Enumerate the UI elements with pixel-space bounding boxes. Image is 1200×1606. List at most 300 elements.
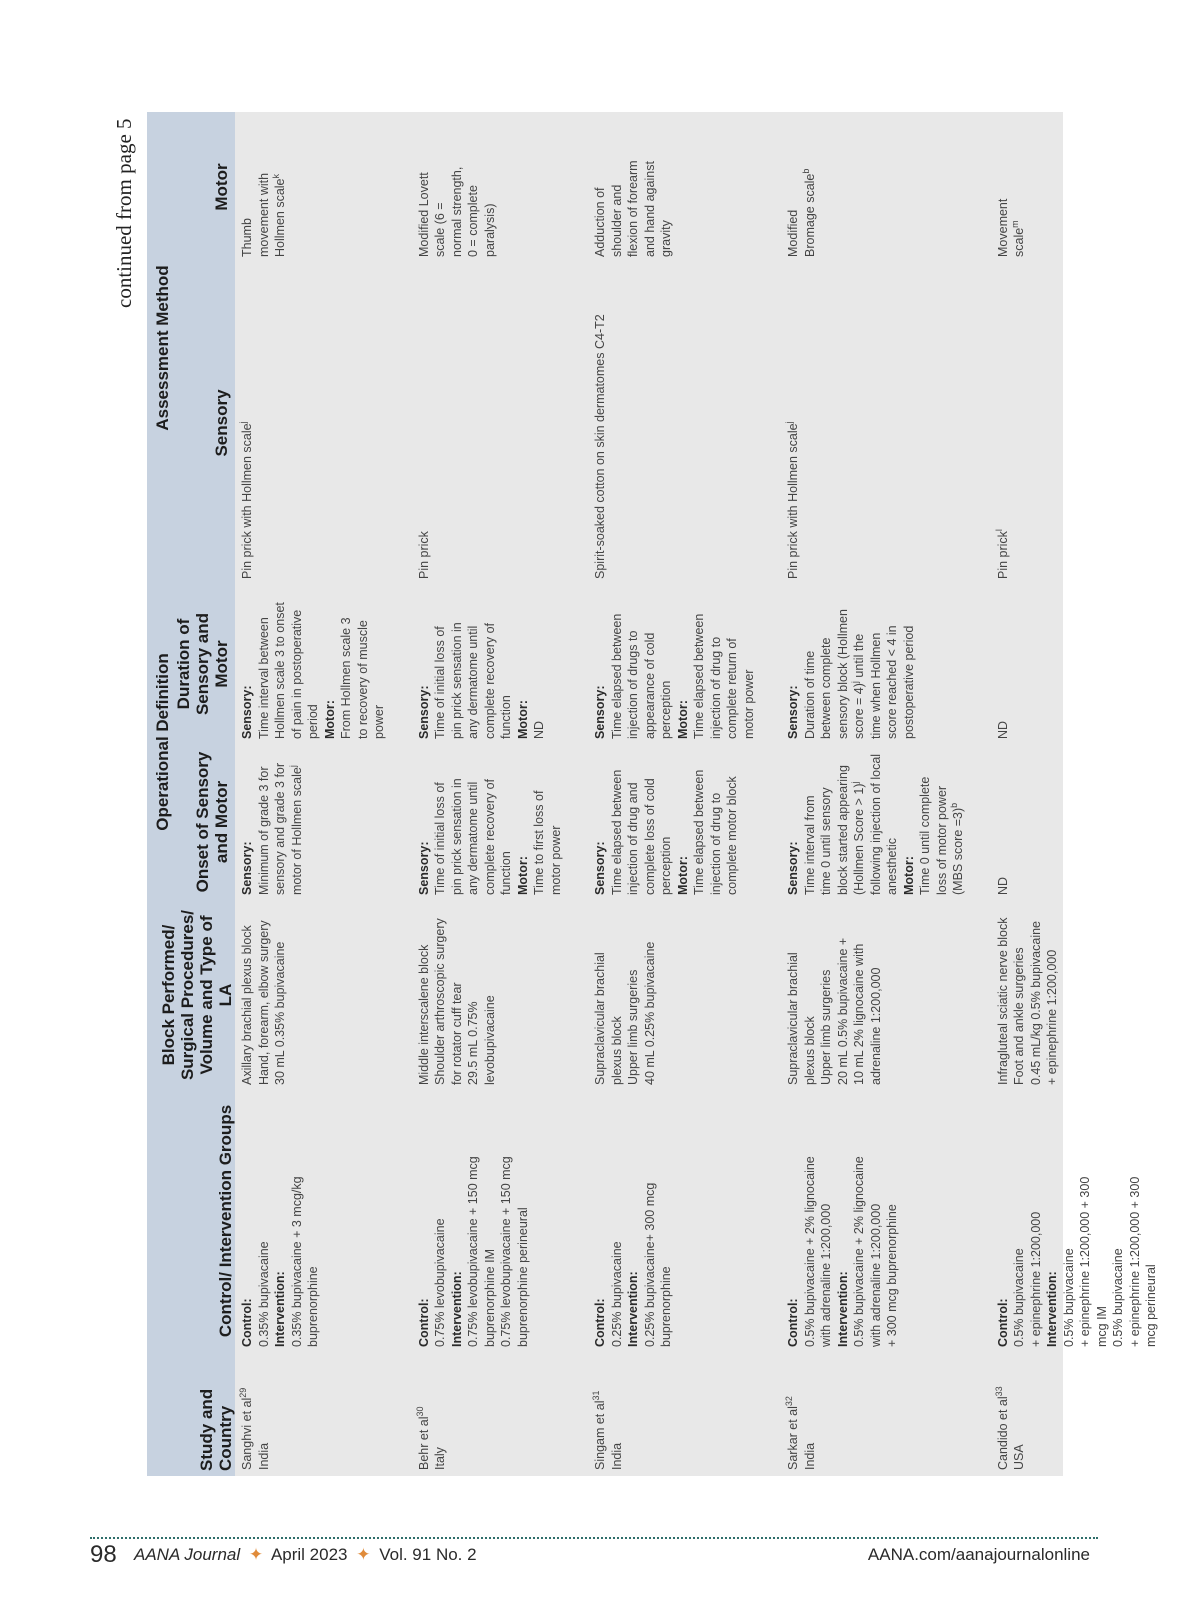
cell-text: of pain in postoperative [289, 609, 304, 739]
cell-line [305, 1095, 322, 1347]
cell-line: Hand, forearm, elbow surgery [256, 920, 271, 1085]
cell-text: with adrenaline 1:200,000 [819, 1203, 833, 1347]
cell-line [592, 117, 609, 257]
cell-line [609, 749, 626, 895]
cell-text: gravity [659, 220, 673, 257]
cell-label: Sensory: [786, 685, 800, 739]
cell-text: + epinephrine 1:200,000 [1028, 1211, 1043, 1347]
cell-line: Foot and ankle surgeries [1012, 947, 1026, 1085]
cell-text: motor of Hollmen scale [289, 767, 304, 895]
cell-line [724, 749, 741, 895]
cell-line [835, 749, 852, 895]
cell-text: 0.35% bupivacaine + 3 mcg/kg [289, 1176, 304, 1347]
cell-study [588, 1352, 781, 1476]
cell-text: scale [1012, 227, 1026, 257]
cell-line [1110, 1095, 1127, 1347]
cell-line [289, 1095, 306, 1347]
cell-line [901, 589, 918, 739]
cell-text: (Hollmen Score > 1) [852, 783, 866, 895]
study-table-panel [147, 112, 1158, 1476]
table-row [991, 112, 1184, 1476]
cell-line [1011, 1095, 1028, 1347]
cell-line [272, 589, 289, 739]
cell-text: 0 = complete [466, 185, 480, 257]
cell-sensory [781, 262, 991, 584]
cell-text: block started appearing [835, 765, 850, 895]
cell-line [625, 589, 642, 739]
study-country: India [802, 1442, 817, 1470]
study-country: India [256, 1442, 271, 1470]
cell-line [416, 117, 433, 257]
table-row [588, 112, 781, 1476]
cell-line [884, 749, 901, 895]
cell-line: Middle interscalene block [416, 944, 431, 1085]
cell-duration [991, 584, 1184, 744]
cell-line: adrenaline 1:200,000 [868, 967, 883, 1085]
cell-line [995, 117, 1012, 257]
header-groups: Control/ Intervention Groups [147, 1090, 235, 1352]
superscript-ref: j [237, 421, 248, 424]
cell-text: 0.5% bupivacaine + 2% lignocaine [852, 1156, 866, 1347]
cell-line [658, 589, 675, 739]
table-row [235, 112, 412, 1476]
cell-line [995, 749, 1012, 895]
cell-line [802, 749, 819, 895]
cell-text: Spirit-soaked cotton on skin dermatomes C4-T2 [593, 314, 607, 579]
cell-line [995, 267, 1012, 579]
cell-line [642, 589, 659, 739]
cell-line [609, 1095, 626, 1347]
cell-line [338, 589, 355, 739]
header-motor: Motor [172, 112, 235, 262]
cell-line: 0.45 mL/kg 0.5% bupivacaine [1028, 921, 1043, 1085]
separator-icon: ✦ [356, 1545, 371, 1564]
cell-text: 0.75% levobupivacaine + 150 mcg [466, 1156, 480, 1347]
cell-label: Sensory: [593, 841, 607, 895]
cell-line: plexus block [609, 1016, 624, 1085]
cell-line [851, 589, 868, 739]
study-name [416, 1357, 433, 1470]
cell-text: until the [852, 633, 866, 678]
cell-line [818, 749, 835, 895]
cell-text: mcg perineural [1144, 1264, 1158, 1347]
cell-groups [412, 1090, 589, 1352]
cell-line [515, 1095, 532, 1347]
cell-line [691, 749, 708, 895]
cell-onset [235, 744, 412, 900]
cell-line [724, 589, 741, 739]
cell-text: 0.5% bupivacaine + 2% lignocaine [802, 1156, 817, 1347]
cell-text: motor power [548, 825, 563, 895]
superscript-ref: 29 [237, 1387, 248, 1398]
cell-study [235, 1352, 412, 1476]
cell-text: injection of drugs to [626, 630, 640, 739]
cell-text: Minimum of grade 3 for [256, 766, 271, 895]
cell-text: any dermatome until [466, 781, 480, 895]
cell-sensory [235, 262, 412, 584]
cell-onset [588, 744, 781, 900]
cell-text: complete recovery of [482, 778, 497, 895]
cell-text: Modified Lovett [416, 172, 431, 257]
cell-text: Modified [786, 209, 800, 257]
cell-line [289, 749, 306, 895]
cell-text: to recovery of muscle [355, 620, 370, 739]
cell-line [256, 117, 273, 257]
separator-icon: ✦ [248, 1545, 264, 1564]
study-country: Italy [433, 1447, 447, 1470]
cell-text: (MBS score =3) [951, 807, 965, 895]
cell-line [355, 589, 372, 739]
cell-text: with adrenaline 1:200,000 [868, 1203, 883, 1347]
cell-text: 0.25% bupivacaine [609, 1241, 624, 1347]
cell-line [818, 589, 835, 739]
cell-line [289, 589, 306, 739]
header-duration: Duration of Sensory and Motor [172, 584, 235, 744]
cell-text: between complete [819, 637, 833, 739]
cell-text: shoulder and [609, 184, 624, 257]
cell-line: Shoulder arthroscopic surgery [433, 918, 447, 1085]
footer-divider [90, 1537, 1098, 1539]
cell-line [884, 589, 901, 739]
cell-line [625, 117, 642, 257]
cell-line [305, 589, 322, 739]
cell-line [785, 117, 802, 257]
cell-text: function [499, 695, 513, 739]
cell-line [708, 589, 725, 739]
cell-line [1011, 117, 1028, 257]
cell-label: Motor: [901, 856, 916, 895]
cell-motor [588, 112, 781, 262]
cell-line [642, 117, 659, 257]
cell-text: Bromage scale [802, 173, 817, 257]
cell-text: buprenorphine [306, 1266, 320, 1347]
cell-text: ND [532, 720, 546, 739]
cell-line: Infragluteal sciatic nerve block [995, 917, 1010, 1085]
cell-line [658, 749, 675, 895]
cell-line [1094, 1095, 1111, 1347]
cell-label: Motor: [515, 700, 530, 739]
cell-text: function [499, 851, 513, 895]
superscript-ref: 31 [590, 1390, 601, 1401]
cell-line: + epinephrine 1:200,000 [1045, 949, 1059, 1085]
cell-motor [991, 112, 1184, 262]
study-name [995, 1357, 1012, 1470]
cell-line: 30 mL 0.35% bupivacaine [273, 941, 287, 1085]
cell-text: Pin prick [995, 531, 1010, 579]
cell-text: Pin prick with Hollmen scale [786, 423, 800, 579]
cell-text: loss of motor power [934, 785, 949, 895]
cell-line [256, 749, 273, 895]
cell-study [412, 1352, 589, 1476]
cell-label: Control: [995, 1298, 1010, 1347]
cell-label: Intervention: [1045, 1271, 1059, 1347]
cell-label: Sensory: [240, 841, 254, 895]
cell-line [658, 1095, 675, 1347]
cell-text: complete recovery of [482, 622, 497, 739]
cell-line: Axillary brachial plexus block [240, 925, 254, 1085]
cell-line [851, 1095, 868, 1347]
cell-label: Control: [786, 1298, 800, 1347]
cell-onset [412, 744, 589, 900]
cell-line: levobupivacaine [482, 995, 497, 1085]
cell-line [449, 589, 466, 739]
cell-line [449, 749, 466, 895]
cell-line [835, 589, 852, 739]
cell-text: Time of initial loss of [433, 782, 447, 895]
cell-text: postoperative period [901, 625, 916, 739]
cell-line [609, 589, 626, 739]
cell-text: complete motor block [725, 776, 739, 895]
cell-line: Supraclavicular brachial [786, 952, 800, 1085]
cell-text: appearance of cold [642, 632, 657, 739]
cell-line [741, 589, 758, 739]
cell-label: Sensory: [416, 841, 431, 895]
cell-text: Hollmen scale [273, 178, 287, 257]
cell-line [1143, 1095, 1160, 1347]
cell-line [1028, 1095, 1045, 1347]
cell-text: following injection of local [868, 753, 883, 895]
table-row [412, 112, 589, 1476]
cell-text: scale (6 = [433, 202, 447, 257]
superscript-ref: j [849, 781, 860, 784]
cell-text: sensory and grade 3 for [273, 762, 287, 895]
header-study: Study and Country [147, 1352, 235, 1476]
cell-text: score reached < 4 in [885, 625, 899, 739]
cell-text: Time interval between [256, 617, 271, 739]
cell-text: time 0 until sensory [819, 787, 833, 895]
cell-line [785, 267, 802, 579]
cell-label: Motor: [675, 700, 690, 739]
cell-text: Time elapsed between [692, 613, 706, 739]
cell-study [991, 1352, 1184, 1476]
cell-line [482, 749, 499, 895]
superscript-ref: b [948, 802, 959, 808]
superscript-ref: 30 [414, 1406, 425, 1417]
cell-text: Time elapsed between [609, 613, 624, 739]
cell-line: Upper limb surgeries [626, 969, 640, 1085]
header-operational-definition: Operational Definition [147, 584, 172, 900]
cell-line [498, 589, 515, 739]
header-sensory: Sensory [172, 262, 235, 584]
cell-label: Motor: [322, 700, 337, 739]
cell-text: injection of drug to [708, 636, 723, 739]
cell-line: Supraclavicular brachial [593, 952, 607, 1085]
cell-text: 0.5% bupivacaine [1061, 1248, 1076, 1347]
cell-label: Sensory: [240, 685, 254, 739]
cell-text: perception [659, 680, 673, 739]
cell-line [625, 749, 642, 895]
cell-text: buprenorphine IM [482, 1249, 497, 1347]
cell-text: pin prick sensation in [449, 622, 464, 739]
cell-text: motor power [741, 669, 756, 739]
cell-line [465, 749, 482, 895]
cell-line [256, 589, 273, 739]
cell-motor [781, 112, 991, 262]
superscript-ref: 33 [993, 1386, 1004, 1397]
cell-line [449, 117, 466, 257]
cell-line [548, 749, 565, 895]
cell-line [465, 117, 482, 257]
cell-sensory [412, 262, 589, 584]
cell-text: Pin prick with Hollmen scale [240, 423, 254, 579]
cell-duration [412, 584, 589, 744]
cell-line [416, 267, 433, 579]
study-name [239, 1357, 256, 1470]
cell-sensory [991, 262, 1184, 584]
cell-text: Thumb [240, 218, 254, 257]
cell-label: Motor: [515, 856, 530, 895]
cell-text: buprenorphine perineural [515, 1207, 530, 1347]
study-author: Sarkar et al [786, 1406, 800, 1470]
cell-line: Upper limb surgeries [819, 969, 833, 1085]
cell-onset [781, 744, 991, 900]
cell-line [708, 749, 725, 895]
cell-text: Hollmen scale 3 to onset [273, 602, 287, 739]
cell-text: time when Hollmen [868, 632, 883, 739]
cell-text: buprenorphine [659, 1266, 673, 1347]
cell-line [642, 1095, 659, 1347]
cell-text: Pin prick [416, 531, 431, 579]
cell-text: Adduction of [593, 187, 607, 257]
cell-line [658, 117, 675, 257]
cell-text: complete loss of cold [642, 778, 657, 895]
study-name [592, 1357, 609, 1470]
cell-label: Motor: [675, 856, 690, 895]
cell-line [371, 589, 388, 739]
cell-line [868, 589, 885, 739]
cell-text: ND [995, 720, 1010, 739]
cell-text: Movement [995, 198, 1010, 257]
superscript-ref: b [800, 168, 811, 174]
journal-website: AANA.com/aanajournalonline [867, 1545, 1090, 1564]
cell-line [272, 749, 289, 895]
cell-label: Control: [593, 1298, 607, 1347]
cell-label: Intervention: [626, 1271, 640, 1347]
cell-line [432, 117, 449, 257]
header-block: Block Performed/ Surgical Procedures/ Volume and Type of LA [147, 900, 235, 1090]
journal-name: AANA Journal [134, 1545, 241, 1564]
header-onset: Onset of Sensory and Motor [172, 744, 235, 900]
cell-label: Control: [240, 1298, 254, 1347]
cell-groups [781, 1090, 991, 1352]
cell-line [802, 117, 819, 257]
journal-citation [134, 1545, 477, 1565]
header-assessment-method: Assessment Method [147, 112, 172, 584]
cell-text: sensory block (Hollmen [835, 609, 850, 739]
study-author: Singam et al [593, 1400, 607, 1470]
cell-text: 0.75% levobupivacaine [433, 1218, 447, 1347]
cell-label: Intervention: [273, 1271, 287, 1347]
cell-line [995, 589, 1012, 739]
study-author: Behr et al [416, 1416, 431, 1470]
cell-line [239, 267, 256, 579]
journal-date: April 2023 [270, 1545, 348, 1564]
cell-text: any dermatome until [466, 625, 480, 739]
cell-text: ND [995, 876, 1010, 895]
cell-text: pin prick sensation in [449, 778, 464, 895]
journal-issue: No. 2 [435, 1545, 477, 1564]
page-number: 98 [90, 1541, 117, 1568]
study-author: Sanghvi et al [240, 1397, 254, 1470]
cell-label: Sensory: [416, 685, 431, 739]
table-header [147, 112, 235, 1476]
study-name [785, 1357, 802, 1470]
cell-line: 10 mL 2% lignocaine with [852, 943, 866, 1085]
cell-text: From Hollmen scale 3 [339, 617, 353, 739]
cell-line [482, 589, 499, 739]
cell-duration [588, 584, 781, 744]
cell-groups [235, 1090, 412, 1352]
cell-text: + epinephrine 1:200,000 + 300 [1078, 1176, 1092, 1347]
cell-text: period [306, 704, 320, 739]
cell-text: power [372, 704, 386, 739]
superscript-ref: j [783, 421, 794, 424]
superscript-ref: j [287, 765, 298, 768]
table-body [235, 112, 1184, 1476]
superscript-ref: j [849, 681, 860, 684]
cell-line [482, 1095, 499, 1347]
cell-text: Time elapsed between [692, 769, 706, 895]
cell-line [642, 749, 659, 895]
cell-line [818, 1095, 835, 1347]
cell-text: movement with [256, 172, 271, 257]
cell-line [1077, 1095, 1094, 1347]
cell-line [884, 1095, 901, 1347]
cell-label: Sensory: [786, 841, 800, 895]
study-country: USA [1012, 1444, 1026, 1470]
cell-line [482, 117, 499, 257]
study-table-rotated [147, 112, 1158, 1476]
cell-block [588, 900, 781, 1090]
continued-note: continued from page 5 [112, 118, 136, 308]
cell-text: 0.5% bupivacaine [1111, 1248, 1125, 1347]
cell-line: plexus block [802, 1016, 817, 1085]
cell-text: flexion of forearm [626, 160, 640, 257]
cell-duration [781, 584, 991, 744]
cell-text: and hand against [642, 161, 657, 257]
cell-text: Time elapsed between [609, 769, 624, 895]
cell-label: Intervention: [449, 1271, 464, 1347]
cell-text: injection of drug to [708, 792, 723, 895]
cell-line: 20 mL 0.5% bupivacaine + [835, 937, 850, 1085]
cell-line: for rotator cuff tear [449, 982, 464, 1085]
cell-text: Time interval from [802, 795, 817, 895]
cell-groups [588, 1090, 781, 1352]
cell-groups [991, 1090, 1184, 1352]
cell-text: perception [659, 836, 673, 895]
cell-text: Time of initial loss of [433, 626, 447, 739]
journal-volume: Vol. 91 [379, 1545, 432, 1564]
cell-onset [991, 744, 1184, 900]
cell-text: 0.25% bupivacaine+ 300 mcg [642, 1182, 657, 1347]
cell-text: score = 4) [852, 683, 866, 739]
cell-line [868, 749, 885, 895]
cell-text: mcg IM [1094, 1306, 1109, 1347]
cell-line [432, 589, 449, 739]
cell-block [412, 900, 589, 1090]
cell-text: Time 0 until complete [918, 776, 932, 895]
cell-block [991, 900, 1184, 1090]
cell-line [432, 1095, 449, 1347]
cell-text: normal strength, [449, 166, 464, 257]
cell-line [802, 1095, 819, 1347]
cell-label: Control: [416, 1298, 431, 1347]
cell-line [691, 589, 708, 739]
superscript-ref: m [1009, 220, 1020, 228]
cell-line [239, 117, 256, 257]
cell-block [781, 900, 991, 1090]
cell-text: Time to first loss of [532, 790, 546, 895]
